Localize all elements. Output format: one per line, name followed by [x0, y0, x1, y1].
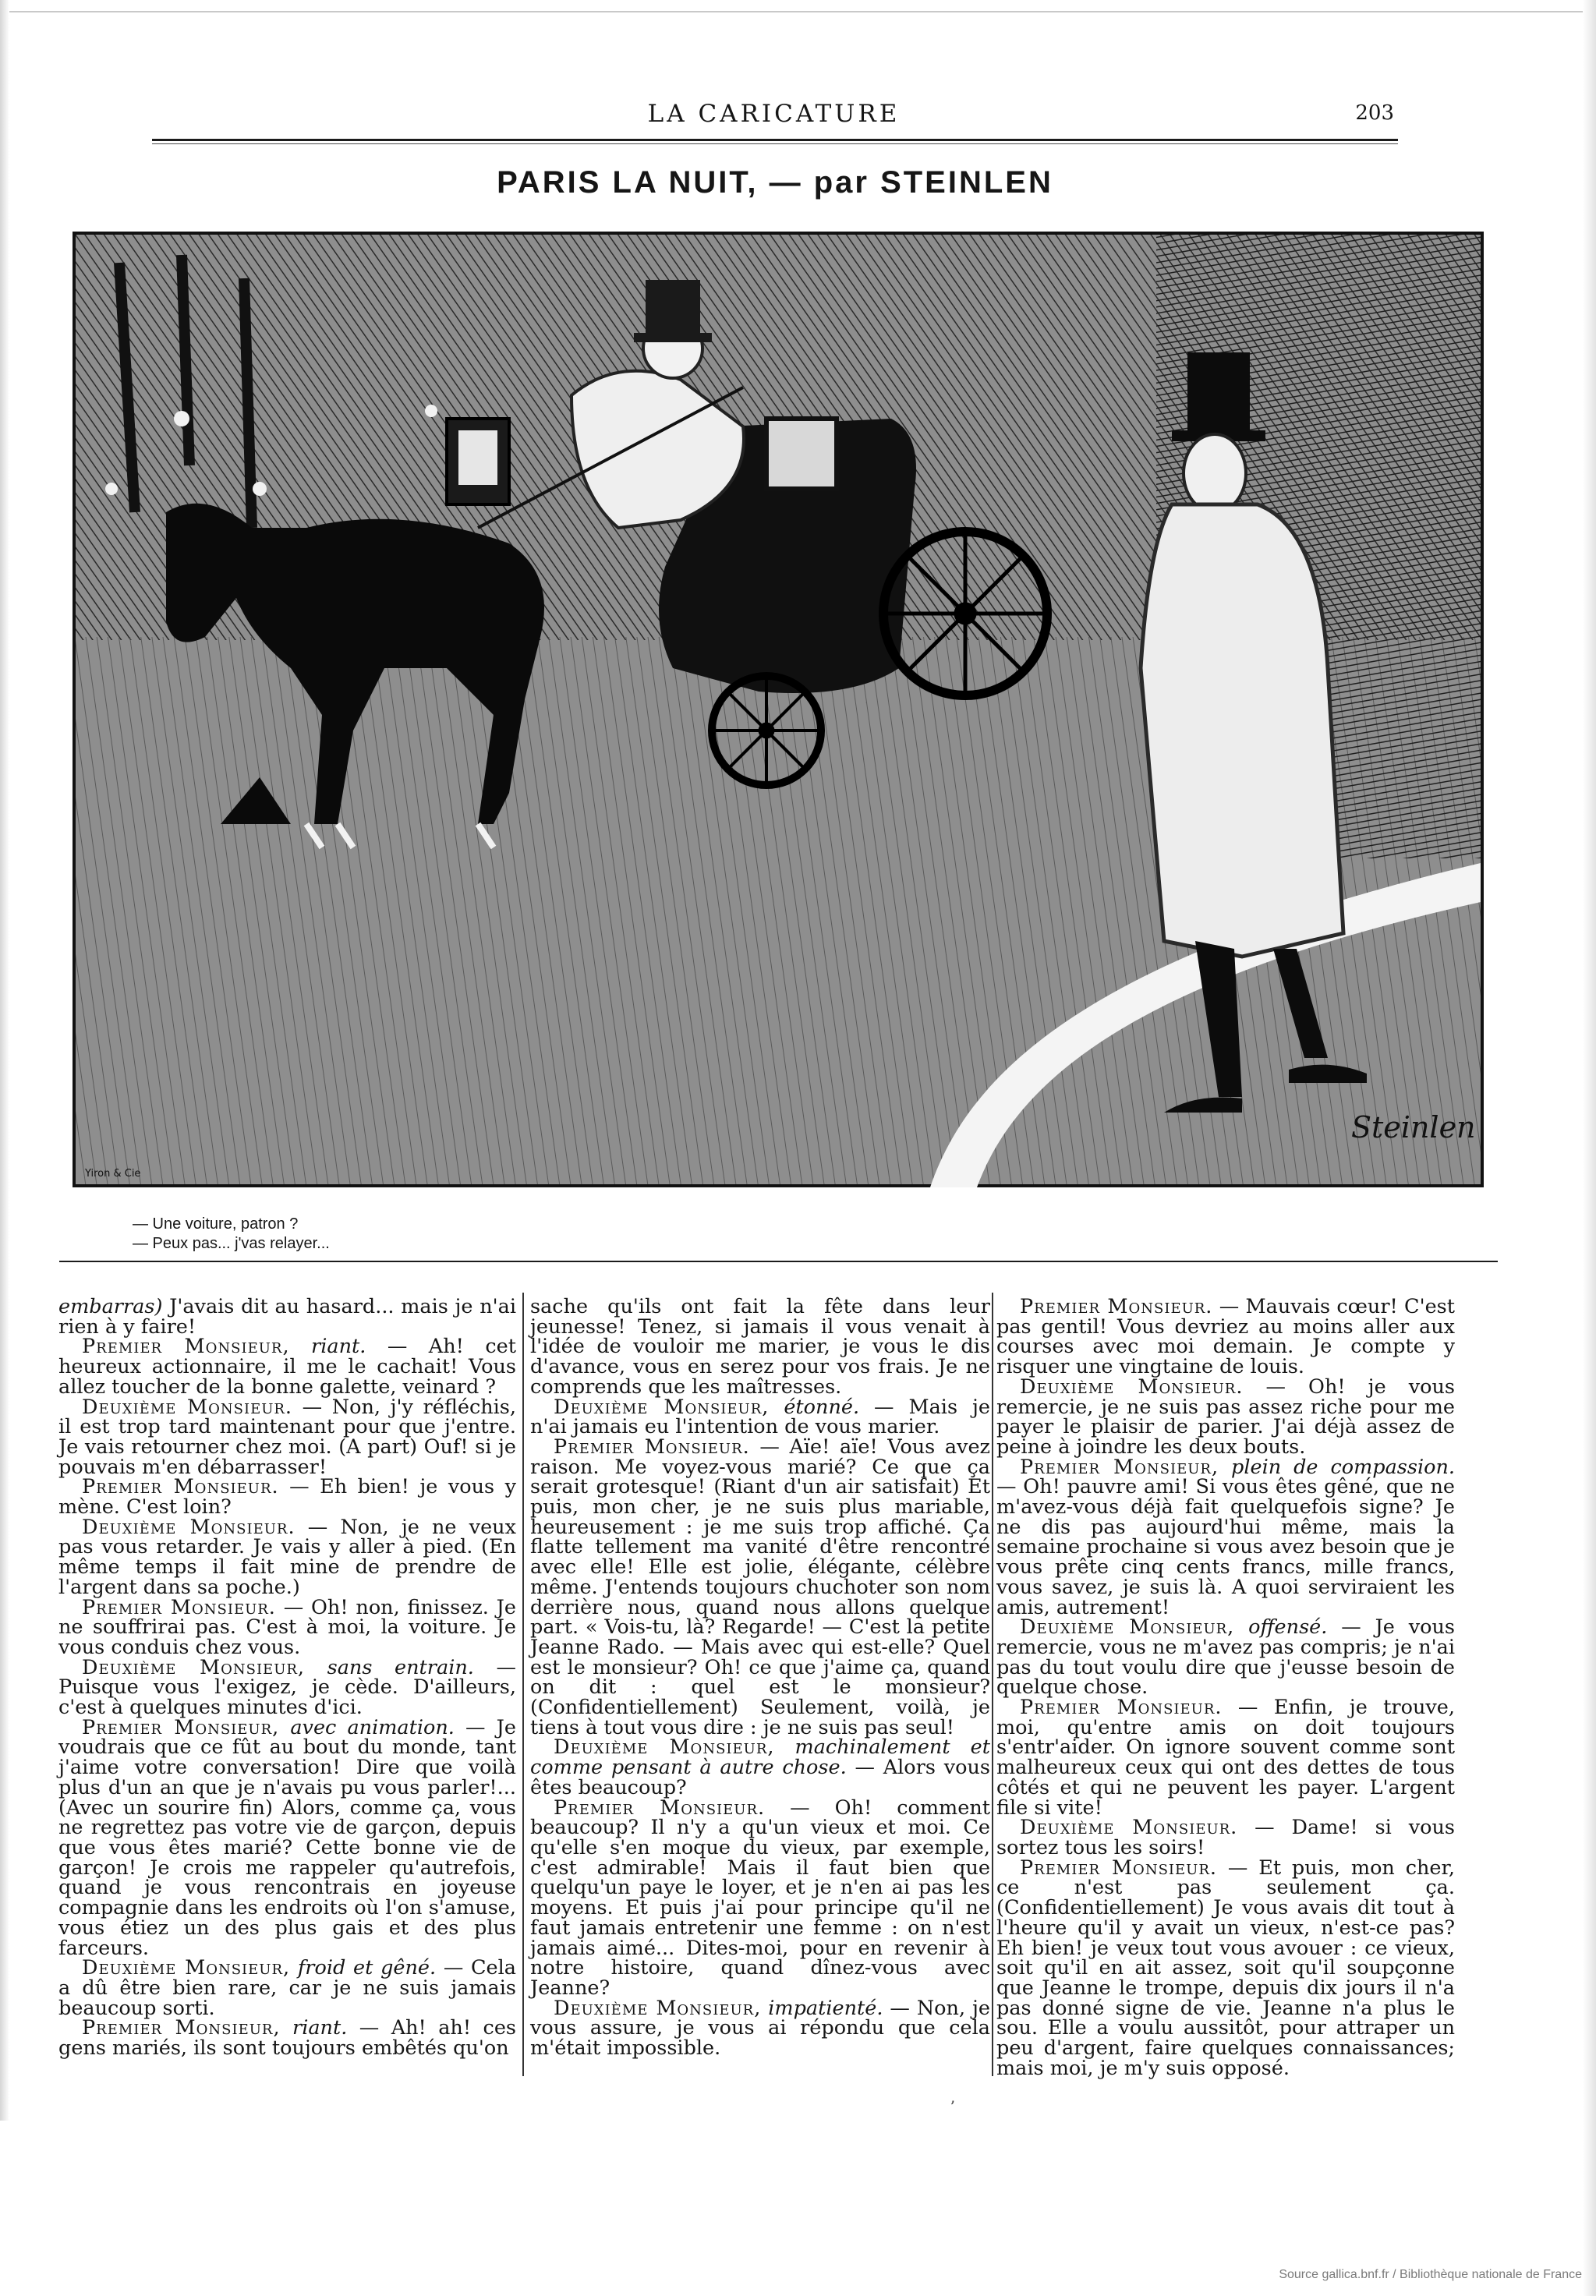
dialogue-paragraph	[58, 1958, 516, 2018]
coachman-hat-brim	[634, 333, 712, 342]
illustration-drawing	[73, 232, 1484, 1187]
page-right-edge	[1583, 0, 1596, 2296]
coachman-top-hat	[646, 280, 700, 338]
engraver-mark: Yiron & Cie	[85, 1168, 141, 1180]
dialogue-text: — Oh! pauvre ami! Si vous êtes gêné, que ne m'avez-vous déjà fait quelquefois signe? Je ne dis pas aujourd'hui même, mais la semaine prochaine si vous avez besoin que je vous prête cinq cents francs, mille francs, vous savez, je suis là. A quoi serviraient les amis, autrement!	[996, 1475, 1455, 1619]
gentleman-top-hat	[1187, 352, 1250, 438]
speaker-name: Deuxième Monsieur.	[82, 1395, 293, 1419]
cab-rear-wheel	[883, 532, 1047, 695]
dialogue-text: J'avais dit au hasard... mais je n'ai rien à y faire!	[58, 1295, 516, 1339]
dialogue-text: — Je voudrais que ce fût au bout du monde, tant j'aime votre conversation! Dire que voilà plus d'un an que je n'avais pu vous parler!... (Avec un sourire fin) Alors, comme ça, vous ne regrettez pas votre vie de garçon, depuis que vous êtes marié? Cette bonne vie de garçon! Je crois me rappeler qu'autrefois, quand je vous rencontrais en joyeuse compagnie dans les endroits où l'on s'amuse, vous étiez un des plus gais et des plus farceurs.	[58, 1715, 516, 1960]
cab-window	[766, 419, 837, 489]
margin-mark: ʼ	[950, 2097, 955, 2116]
header-rule	[152, 139, 1398, 141]
speaker-name: Premier Monsieur.	[82, 1475, 279, 1499]
text-column-3	[996, 1297, 1455, 2078]
speaker-name: Deuxième Monsieur.	[1020, 1374, 1244, 1399]
dialogue-paragraph	[530, 1735, 990, 1799]
running-head	[152, 100, 1396, 131]
dialogue-text: — Mauvais cœur! C'est pas gentil! Vous devriez au moins aller aux courses avec moi demain. Je compte y risquer une vingtaine de louis.	[996, 1295, 1456, 1379]
journal-name: LA CARICATURE	[647, 100, 901, 128]
speaker-name: Deuxième Monsieur,	[82, 1956, 291, 1980]
dialogue-text: — Mais je n'ai jamais eu l'intention de vous marier.	[530, 1395, 990, 1439]
dialogue-text: sache qu'ils ont fait la fête dans leur jeunesse! Tenez, si jamais il vous venait à l'idée de vouloir me marier, je vous le dis d'avance, vous en serez pour vos frais. Je ne comprends que les maîtresses.	[530, 1295, 990, 1399]
dialogue-text: — Oh! non, finissez. Je ne souffrirai pas. C'est à moi, la voiture. Je vous conduis chez vous.	[58, 1595, 516, 1659]
dialogue-paragraph	[58, 1715, 516, 1960]
text-column-1	[58, 1297, 516, 2059]
speaker-name: Premier Monsieur,	[82, 2016, 281, 2040]
speaker-name: Deuxième Monsieur.	[1020, 1816, 1238, 1840]
dialogue-paragraph	[996, 1818, 1455, 1858]
speaker-name: Deuxième Monsieur,	[554, 1735, 775, 1760]
speaker-name: Deuxième Monsieur,	[82, 1655, 306, 1679]
illustration-caption	[133, 1215, 330, 1254]
stage-direction: impatienté.	[761, 1996, 883, 2020]
dialogue-text: — Dame! si vous sortez tous les soirs!	[996, 1816, 1455, 1859]
dialogue-text: — Oh! comment beaucoup? Il n'y a qu'un vieux et moi. Ce qu'elle s'en moque du vieux, par exemple, c'est admirable! Mais il faut bien que quelqu'un paye le loyer, et je n'en ai pas les moyens. Et puis j'ai pour principe qu'il ne faut jamais entretenir une femme : on n'est jamais aimé... Dites-moi, pour en revenir à notre histoire, quand dînez-vous avec Jeanne?	[530, 1795, 990, 2000]
caption-line: — Une voiture, patron ?	[133, 1215, 299, 1233]
speaker-name: Premier Monsieur,	[82, 1335, 290, 1359]
speaker-name: Deuxième Monsieur.	[82, 1515, 295, 1539]
page-left-edge	[0, 0, 9, 2121]
dialogue-paragraph	[58, 1395, 516, 1479]
stage-direction: plein de compassion.	[1219, 1455, 1455, 1479]
speaker-name: Premier Monsieur.	[554, 1795, 766, 1820]
speaker-name: Premier Monsieur.	[1020, 1295, 1213, 1318]
dialogue-text: — Non, je ne veux pas vous retarder. Je vais y aller à pied. (En même temps il fait mine de prendre de l'argent dans sa poche.)	[58, 1515, 516, 1599]
artist-signature: Steinlen	[1351, 1110, 1476, 1144]
dialogue-paragraph	[58, 1297, 516, 1337]
header-rule-thin	[152, 143, 1398, 144]
dialogue-text: — Je vous remercie, vous ne m'avez pas compris; je n'ai pas du tout voulu dire que j'eusse besoin de quelque chose.	[996, 1615, 1455, 1700]
dialogue-paragraph	[58, 1515, 516, 1599]
dialogue-text: — Non, j'y réfléchis, il est trop tard maintenant pour que j'entre. Je vais retourner chez moi. (A part) Ouf! si je pouvais m'en débarrasser!	[58, 1395, 516, 1479]
page-number: 203	[1355, 101, 1394, 125]
dialogue-text: — Cela a dû être bien rare, car je ne suis jamais beaucoup sorti.	[58, 1956, 516, 2020]
stage-direction: froid et gêné.	[290, 1956, 437, 1980]
speaker-name: Premier Monsieur,	[1020, 1455, 1219, 1479]
dialogue-paragraph	[58, 1595, 516, 1659]
dialogue-text: — Et puis, mon cher, ce n'est pas seulement ça. (Confidentiellement) Je vous avais dit tout à l'heure qu'il y avait un vieux, n'est-ce pas? Eh bien! je veux tout vous avouer : ce vieux, soit qu'il en ait assez, soit qu'il soupçonne que Jeanne le trompe, depuis dix jours il n'a pas donné signe de vie. Jeanne n'a plus le sou. Elle a voulu aussitôt, pour attraper un peu d'argent, faire quelques connaissances; mais moi, je m'y suis opposé.	[996, 1856, 1456, 2080]
section-rule	[59, 1261, 1498, 1262]
dialogue-paragraph	[996, 1374, 1455, 1459]
speaker-name: Deuxième Monsieur,	[554, 1996, 762, 2020]
dialogue-paragraph	[996, 1297, 1455, 1378]
dialogue-text: — Aïe! aïe! Vous avez raison. Me voyez-vous marié? Ce que ça serait grotesque! (Riant d'un air satisfait) Et puis, mon cher, je ne suis plus mariable, heureusement : je me suis trop affiché. Ça flatte tellement ma vanité d'être rencontré avec elle! Elle est jolie, élégante, célèbre même. J'entends toujours chuchoter son nom derrière nous, quand nous allons quelque part. « Vois-tu, là? Regarde! — C'est la petite Jeanne Rado. — Mais avec qui est-elle? Quel est le monsieur? Oh! ce que j'aime ça, quand on dit : quel est le monsieur? (Confidentiellement) Seulement, voilà, je tiens à tout vous dire : je ne suis pas seul!	[530, 1435, 990, 1739]
dialogue-text: — Ah! cet heureux actionnaire, il me le cachait! Vous allez toucher de la bonne galette, veinard ?	[58, 1335, 516, 1399]
dialogue-paragraph	[58, 2016, 517, 2061]
street-lamp	[105, 483, 118, 495]
source-note: Source gallica.bnf.fr / Bibliothèque nationale de France	[1279, 2268, 1582, 2281]
page-top-edge	[0, 11, 1596, 12]
stage-direction: avec animation.	[279, 1715, 455, 1739]
stage-direction: sans entrain.	[305, 1655, 474, 1679]
stage-direction: étonné.	[769, 1395, 860, 1419]
speaker-name: Deuxième Monsieur,	[1020, 1615, 1235, 1640]
stage-direction: offensé.	[1234, 1615, 1328, 1640]
dialogue-paragraph	[996, 1698, 1455, 1818]
gentleman-face	[1184, 434, 1246, 512]
dialogue-paragraph	[58, 1477, 516, 1517]
gentleman-overcoat	[1141, 504, 1343, 957]
illustration-plate	[73, 232, 1484, 1187]
dialogue-text: — Enfin, je trouve, moi, qu'entre amis on doit toujours s'entr'aider. On ignore souvent comme sont malheureux ceux qui ont des dettes de tous côtés et qui ne peuvent les payer. L'argent file si vite!	[996, 1696, 1456, 1820]
dialogue-paragraph	[530, 1395, 990, 1439]
cab-front-wheel	[712, 676, 821, 785]
dialogue-text: — Eh bien! je vous y mène. C'est loin?	[58, 1475, 516, 1519]
speaker-name: Premier Monsieur.	[1020, 1696, 1223, 1720]
dialogue-paragraph	[58, 1337, 516, 1397]
dialogue-paragraph	[58, 1655, 516, 1720]
speaker-name: Premier Monsieur.	[82, 1595, 276, 1619]
dialogue-paragraph	[530, 1795, 990, 2000]
dialogue-text: — Non, je vous assure, je vous ai répondu que cela m'était impossible.	[530, 1996, 990, 2061]
page-title: PARIS LA NUIT, — par STEINLEN	[497, 165, 1053, 200]
dialogue-text: — Puisque vous l'exigez, je cède. D'ailleurs, c'est à quelques minutes d'ici.	[58, 1655, 516, 1720]
dialogue-paragraph	[996, 1455, 1455, 1619]
street-lamp	[425, 405, 437, 417]
cab-lantern-glass	[458, 430, 497, 485]
dialogue-text: — Alors vous êtes beaucoup?	[530, 1756, 990, 1799]
stage-direction: riant.	[280, 2016, 348, 2040]
speaker-name: Premier Monsieur,	[82, 1715, 280, 1739]
dialogue-paragraph	[996, 1615, 1455, 1700]
dialogue-text: — Oh! je vous remercie, je ne suis pas assez riche pour me payer le plaisir de parier. J'ai déjà assez de peine à joindre les deux bouts.	[996, 1374, 1455, 1459]
dialogue-text: — Ah! ah! ces gens mariés, ils sont toujours embêtés qu'on	[58, 2016, 517, 2061]
street-lamp	[253, 482, 267, 496]
dialogue-paragraph	[530, 1996, 990, 2061]
column-separator	[992, 1293, 993, 2076]
dialogue-paragraph	[530, 1435, 990, 1739]
speaker-name: Deuxième Monsieur,	[554, 1395, 770, 1419]
caption-line: — Peux pas... j'vas relayer...	[133, 1235, 330, 1252]
dialogue-paragraph	[530, 1297, 990, 1398]
stage-direction: machinalement et comme pensant à autre chose.	[530, 1735, 990, 1780]
speaker-name: Premier Monsieur.	[554, 1435, 750, 1459]
stage-direction: embarras)	[58, 1295, 163, 1318]
speaker-name: Premier Monsieur.	[1020, 1856, 1217, 1880]
column-separator	[522, 1293, 524, 2076]
stage-direction: riant.	[289, 1335, 366, 1359]
text-column-2	[530, 1297, 990, 2059]
dialogue-paragraph	[996, 1856, 1456, 2080]
street-lamp	[174, 411, 189, 426]
